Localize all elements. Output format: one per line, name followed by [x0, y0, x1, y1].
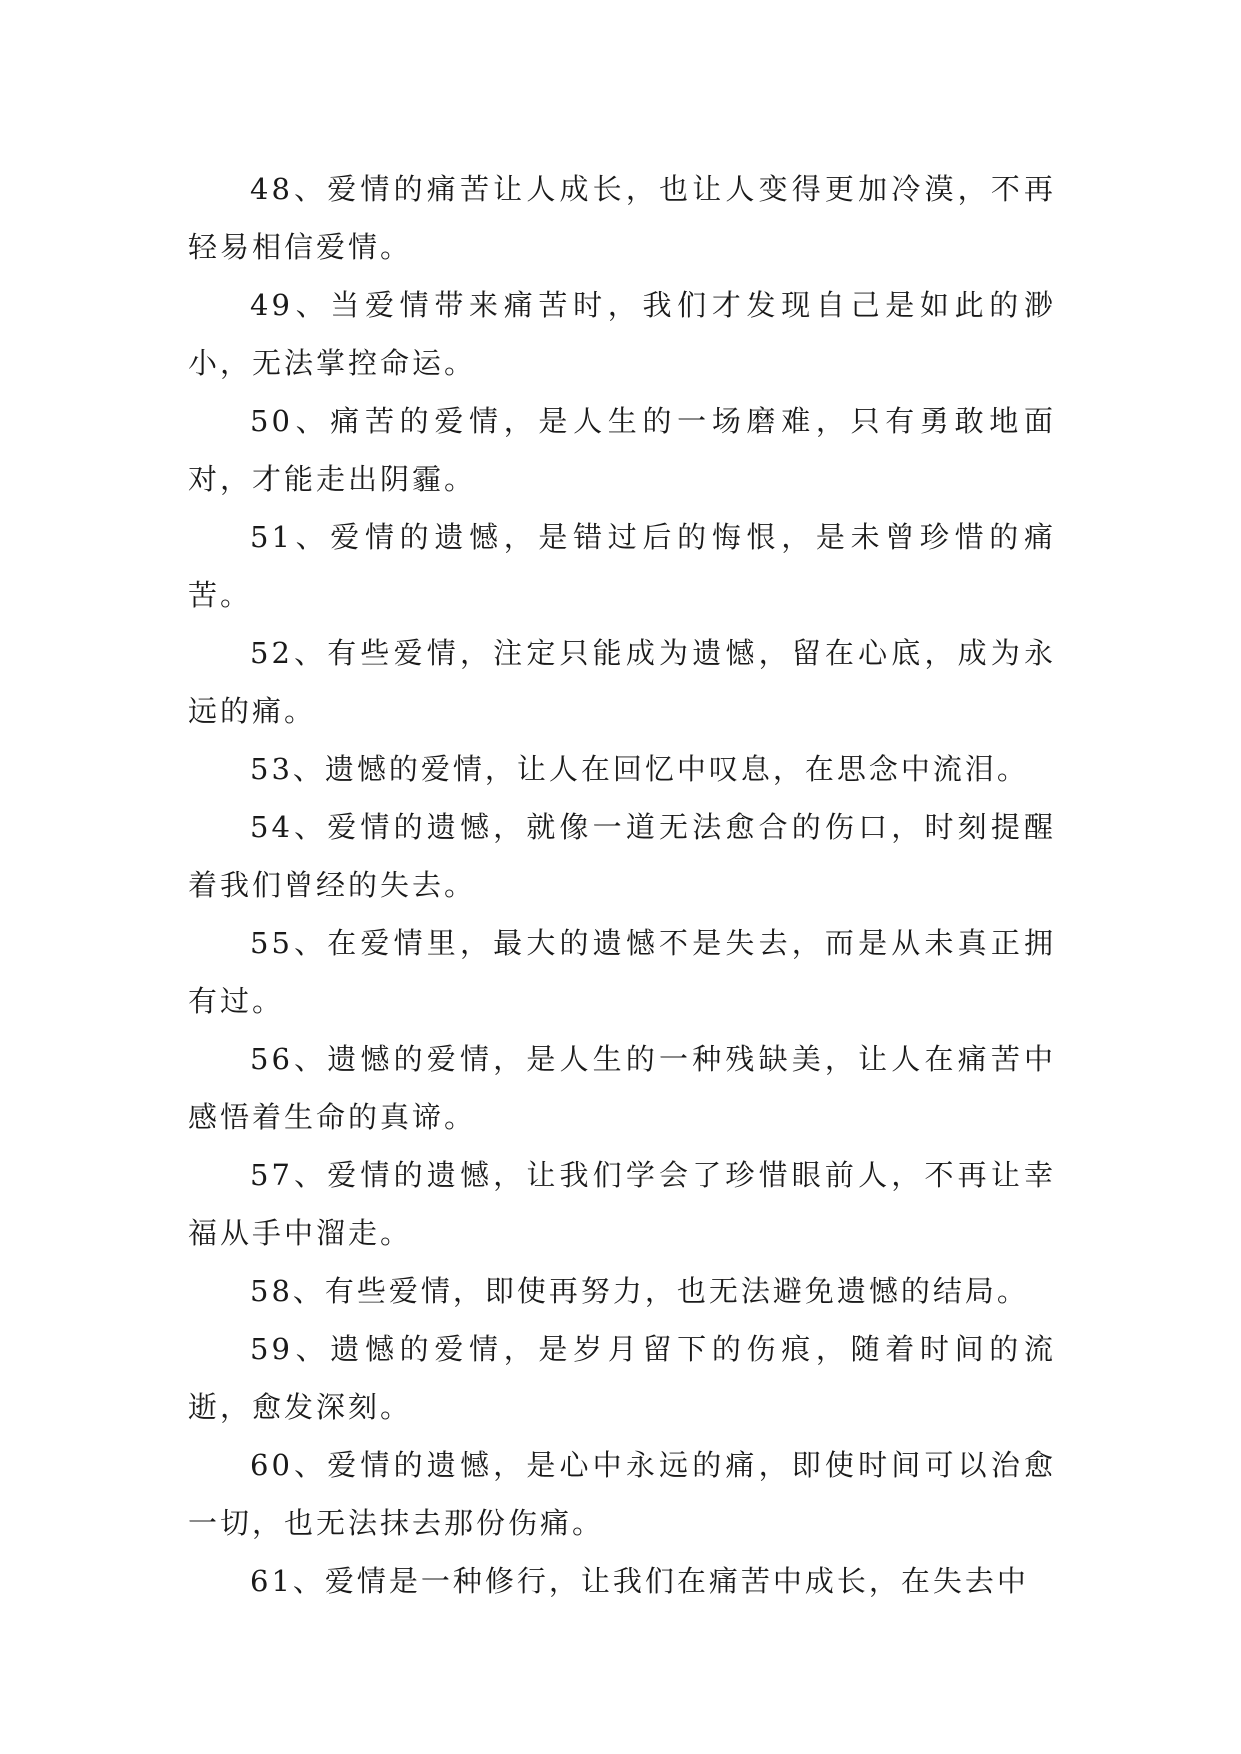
document-body [188, 160, 1056, 1610]
paragraph-53: 53、遗憾的爱情，让人在回忆中叹息，在思念中流泪。 [250, 752, 1029, 786]
paragraph-50: 50、痛苦的爱情，是人生的一场磨难，只有勇敢地面对，才能走出阴霾。 [188, 404, 1056, 496]
paragraph-54: 54、爱情的遗憾，就像一道无法愈合的伤口，时刻提醒着我们曾经的失去。 [188, 810, 1056, 902]
paragraph-57: 57、爱情的遗憾，让我们学会了珍惜眼前人，不再让幸福从手中溜走。 [188, 1158, 1056, 1250]
paragraph-56: 56、遗憾的爱情，是人生的一种残缺美，让人在痛苦中感悟着生命的真谛。 [188, 1042, 1056, 1134]
paragraph-58: 58、有些爱情，即使再努力，也无法避免遗憾的结局。 [250, 1274, 1029, 1308]
paragraph-59: 59、遗憾的爱情，是岁月留下的伤痕，随着时间的流逝，愈发深刻。 [188, 1332, 1056, 1424]
paragraph-60: 60、爱情的遗憾，是心中永远的痛，即使时间可以治愈一切，也无法抹去那份伤痛。 [188, 1448, 1056, 1540]
paragraph-52: 52、有些爱情，注定只能成为遗憾，留在心底，成为永远的痛。 [188, 636, 1056, 728]
paragraph-51: 51、爱情的遗憾，是错过后的悔恨，是未曾珍惜的痛苦。 [188, 520, 1056, 612]
paragraph-48: 48、爱情的痛苦让人成长，也让人变得更加冷漠，不再轻易相信爱情。 [188, 172, 1056, 264]
paragraph-55: 55、在爱情里，最大的遗憾不是失去，而是从未真正拥有过。 [188, 926, 1056, 1018]
paragraph-49: 49、当爱情带来痛苦时，我们才发现自己是如此的渺小，无法掌控命运。 [188, 288, 1056, 380]
paragraph-61: 61、爱情是一种修行，让我们在痛苦中成长，在失去中 [250, 1564, 1029, 1598]
